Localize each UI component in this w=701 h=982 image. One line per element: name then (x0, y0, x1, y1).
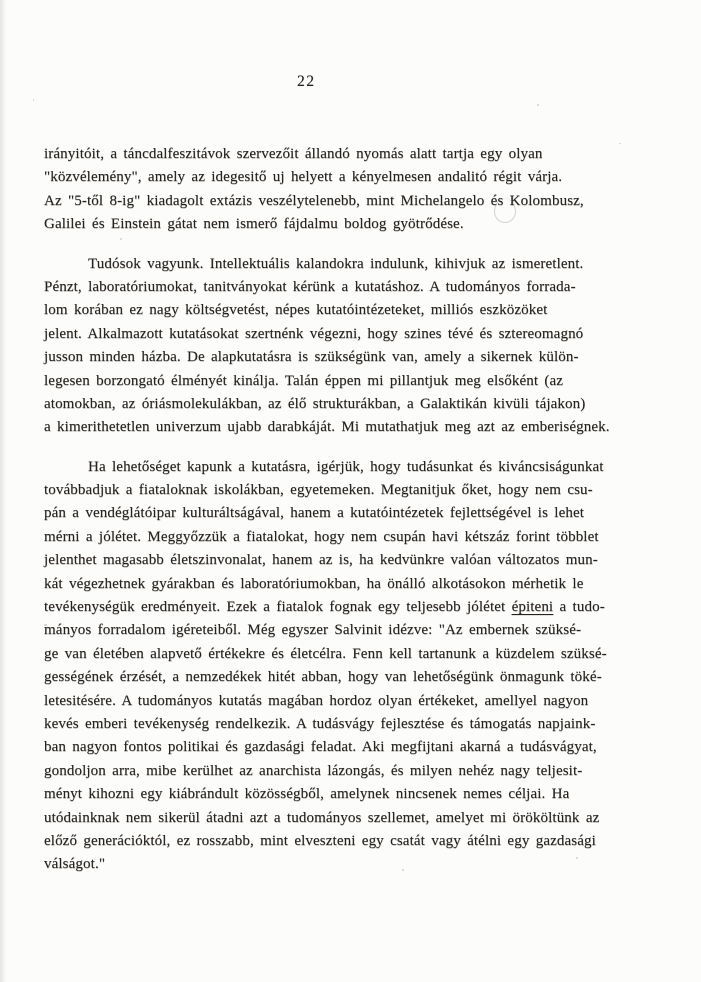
text-line: Pénzt, laboratóriumokat, tanitványokat kérünk a kutatáshoz. A tudományos forrada- (44, 278, 576, 295)
text-line: pán a vendéglátóipar kulturáltságával, hanem a kutatóintézetek fejlettségével is lehet (44, 505, 585, 522)
text-line: jelent. Alkalmazott kutatásokat szertnénk végezni, hogy szines tévé és sztereomagnó (44, 325, 584, 342)
text-line: gondoljon arra, mibe kerülhet az anarchista lázongás, és milyen nehéz nagy teljesit- (44, 762, 583, 779)
text-line: ményt kihozni egy kiábrándult közösségből, amelynek nincsenek nemes céljai. Ha (44, 786, 570, 803)
text-line: Galilei és Einstein gátat nem ismerő fájdalmu boldog gyötrődése. (44, 216, 464, 233)
text-line: gességének érzését, a nemzedékek hitét abban, hogy van lehetőségünk önmagunk töké- (44, 669, 602, 686)
underlined-word: épiteni (511, 599, 554, 616)
text-segment: tevékenységük eredményeit. Ezek a fiatalok fognak egy teljesebb jólétet (44, 599, 512, 616)
paragraph (44, 143, 666, 237)
text-line: legesen borzongató élményét kinálja. Talán éppen mi pillantjuk meg elsőként (az (44, 372, 564, 389)
text-line: "közvélemény", amely az idegesitő uj helyett a kényelmesen andalitó régit várja. (44, 169, 563, 186)
text-segment: a tudo- (553, 599, 605, 616)
text-line: ge van életében alapvető értékekre és életcélra. Fenn kell tartanunk a küzdelem szüksé- (44, 645, 607, 662)
text-line: jusson minden házba. De alapkutatásra is szükségünk van, amely a sikernek külön- (44, 349, 579, 366)
scan-edge-shadow (0, 0, 6, 982)
text-line (44, 596, 666, 619)
scan-speck (33, 99, 34, 101)
text-line: jelenthet magasabb életszinvonalat, hanem az is, ha kedvünkre valóan változatos mun- (44, 552, 598, 569)
text-line: továbbadjuk a fiataloknak iskolákban, egyetemeken. Megtanitjuk őket, hogy nem csu- (44, 482, 593, 499)
text-line: lom korában ez nagy költségvetést, népes kutatóintézeteket, milliós eszközöket (44, 302, 548, 319)
text-line: utódainknak nem sikerül átadni azt a tudományos szellemet, amelyet mi örököltünk az (44, 809, 600, 826)
page-number: 22 (297, 73, 316, 90)
text-line: Tudósok vagyunk. Intellektuális kalandokra indulunk, kihivjuk az ismeretlent. (88, 255, 584, 272)
text-line: a kimerithetetlen univerzum ujabb darabkáját. Mi mutathatjuk meg azt az emberiségnek. (44, 419, 610, 436)
paragraph (44, 456, 666, 877)
text-line: kát végezhetnek gyárakban és laboratóriumokban, ha önálló alkotásokon mérhetik le (44, 575, 584, 592)
text-line: válságot." (44, 856, 106, 873)
scan-speck (537, 104, 539, 106)
text-line: irányitóit, a táncdalfeszitávok szervezőit állandó nyomás alatt tartja egy olyan (44, 146, 543, 162)
text-line: Ha lehetőséget kapunk a kutatásra, igérjük, hogy tudásunkat és kiváncsiságunkat (88, 458, 604, 475)
paragraph (44, 253, 666, 440)
text-line: mányos forradalom igéreteiből. Még egyszer Salvinit idézve: "Az embernek szüksé- (44, 622, 582, 639)
text-line: előző generációktól, ez rosszabb, mint elveszteni egy csatát vagy átélni egy gazdasági (44, 832, 596, 849)
text-line: ban nagyon fontos politikai és gazdasági feladat. Aki megfijtani akarná a tudásvágyat, (44, 739, 597, 756)
text-line: atomokban, az óriásmolekulákban, az élő strukturákban, a Galaktikán kivüli tájakon) (44, 395, 586, 412)
text-line: letesitésére. A tudományos kutatás magában hordoz olyan értékeket, amellyel nagyon (44, 692, 589, 709)
text-line: kevés emberi tevékenység rendelkezik. A tudásvágy fejlesztése és támogatás napjaink- (44, 715, 596, 732)
text-line: mérni a jólétet. Meggyőzzük a fiatalokat, hogy nem csupán havi kétszáz forint többlet (44, 528, 599, 545)
document-body (44, 143, 666, 877)
text-line: Az "5-től 8-ig" kiadagolt extázis veszélytelenebb, mint Michelangelo és Kolombusz, (44, 192, 584, 209)
